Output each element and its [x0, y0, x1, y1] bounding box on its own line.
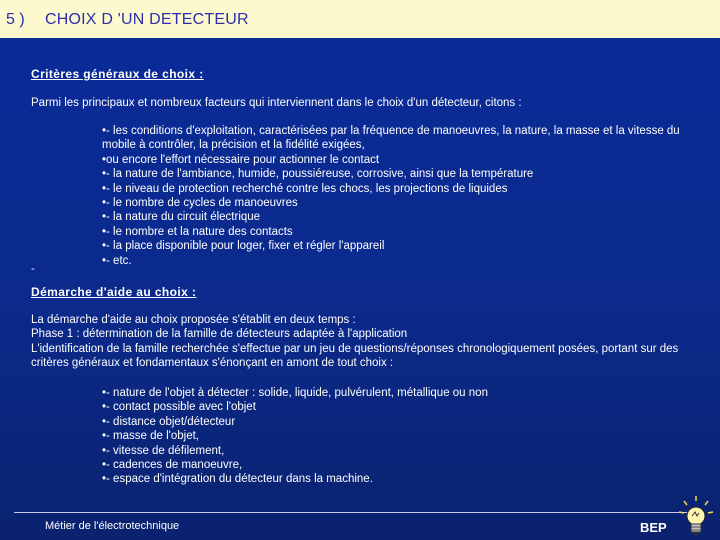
- lightbulb-icon: [676, 494, 716, 538]
- list-item: •- le niveau de protection recherché contre les chocs, les projections de liquides: [102, 182, 508, 195]
- list-item: •- contact possible avec l'objet: [102, 401, 256, 414]
- list-item: •- la place disponible pour loger, fixer et régler l'appareil: [102, 240, 385, 253]
- list-item: •- cadences de manoeuvre,: [102, 459, 243, 472]
- list-item: •- espace d'intégration du détecteur dans la machine.: [102, 473, 373, 486]
- slide-title: CHOIX D 'UN DETECTEUR: [45, 11, 249, 28]
- approach-line: La démarche d'aide au choix proposée s'établit en deux temps :: [31, 314, 356, 326]
- separator-dash: -: [31, 263, 35, 275]
- approach-text: [31, 313, 691, 371]
- list-item: •- la nature de l'ambiance, humide, poussiéreuse, corrosive, ainsi que la température: [102, 168, 534, 181]
- footer-divider: [14, 512, 704, 513]
- list-item: •- la nature du circuit électrique: [102, 211, 261, 224]
- list-item: •- les conditions d'exploitation, caractérisées par la fréquence de manoeuvres, la nature, la masse et la vitesse du mobile à contrôler, la précision et la fidélité exigées,: [102, 125, 680, 152]
- list-item: •- distance objet/détecteur: [102, 415, 236, 428]
- list-item: •- vitesse de défilement,: [102, 444, 225, 457]
- criteria-intro: Parmi les principaux et nombreux facteurs qui interviennent dans le choix d'un détecteur, citons :: [31, 97, 522, 109]
- section-heading-criteria: Critères généraux de choix :: [31, 67, 204, 81]
- footer-subject: Métier de l'électrotechnique: [45, 520, 180, 532]
- approach-list: [102, 386, 702, 487]
- criteria-list: [102, 124, 702, 268]
- section-heading-approach: Démarche d'aide au choix :: [31, 285, 197, 299]
- list-item: •- nature de l'objet à détecter : solide, liquide, pulvérulent, métallique ou non: [102, 387, 488, 399]
- list-item: •- le nombre de cycles de manoeuvres: [102, 197, 298, 210]
- list-item: •- le nombre et la nature des contacts: [102, 225, 293, 238]
- approach-line: Phase 1 : détermination de la famille de détecteurs adaptée à l'application: [31, 328, 408, 341]
- approach-line: L'identification de la famille recherchée s'effectue par un jeu de questions/réponses chronologiquement posées, portant sur des critères généraux et fondamentaux s'énonçant en amont de tout choix :: [31, 342, 679, 370]
- slide-number: 5 ): [6, 11, 25, 28]
- list-item: •ou encore l'effort nécessaire pour actionner le contact: [102, 153, 380, 166]
- list-item: •- masse de l'objet,: [102, 430, 199, 443]
- list-item: •- etc.: [102, 254, 132, 267]
- footer-level: BEP: [640, 520, 667, 535]
